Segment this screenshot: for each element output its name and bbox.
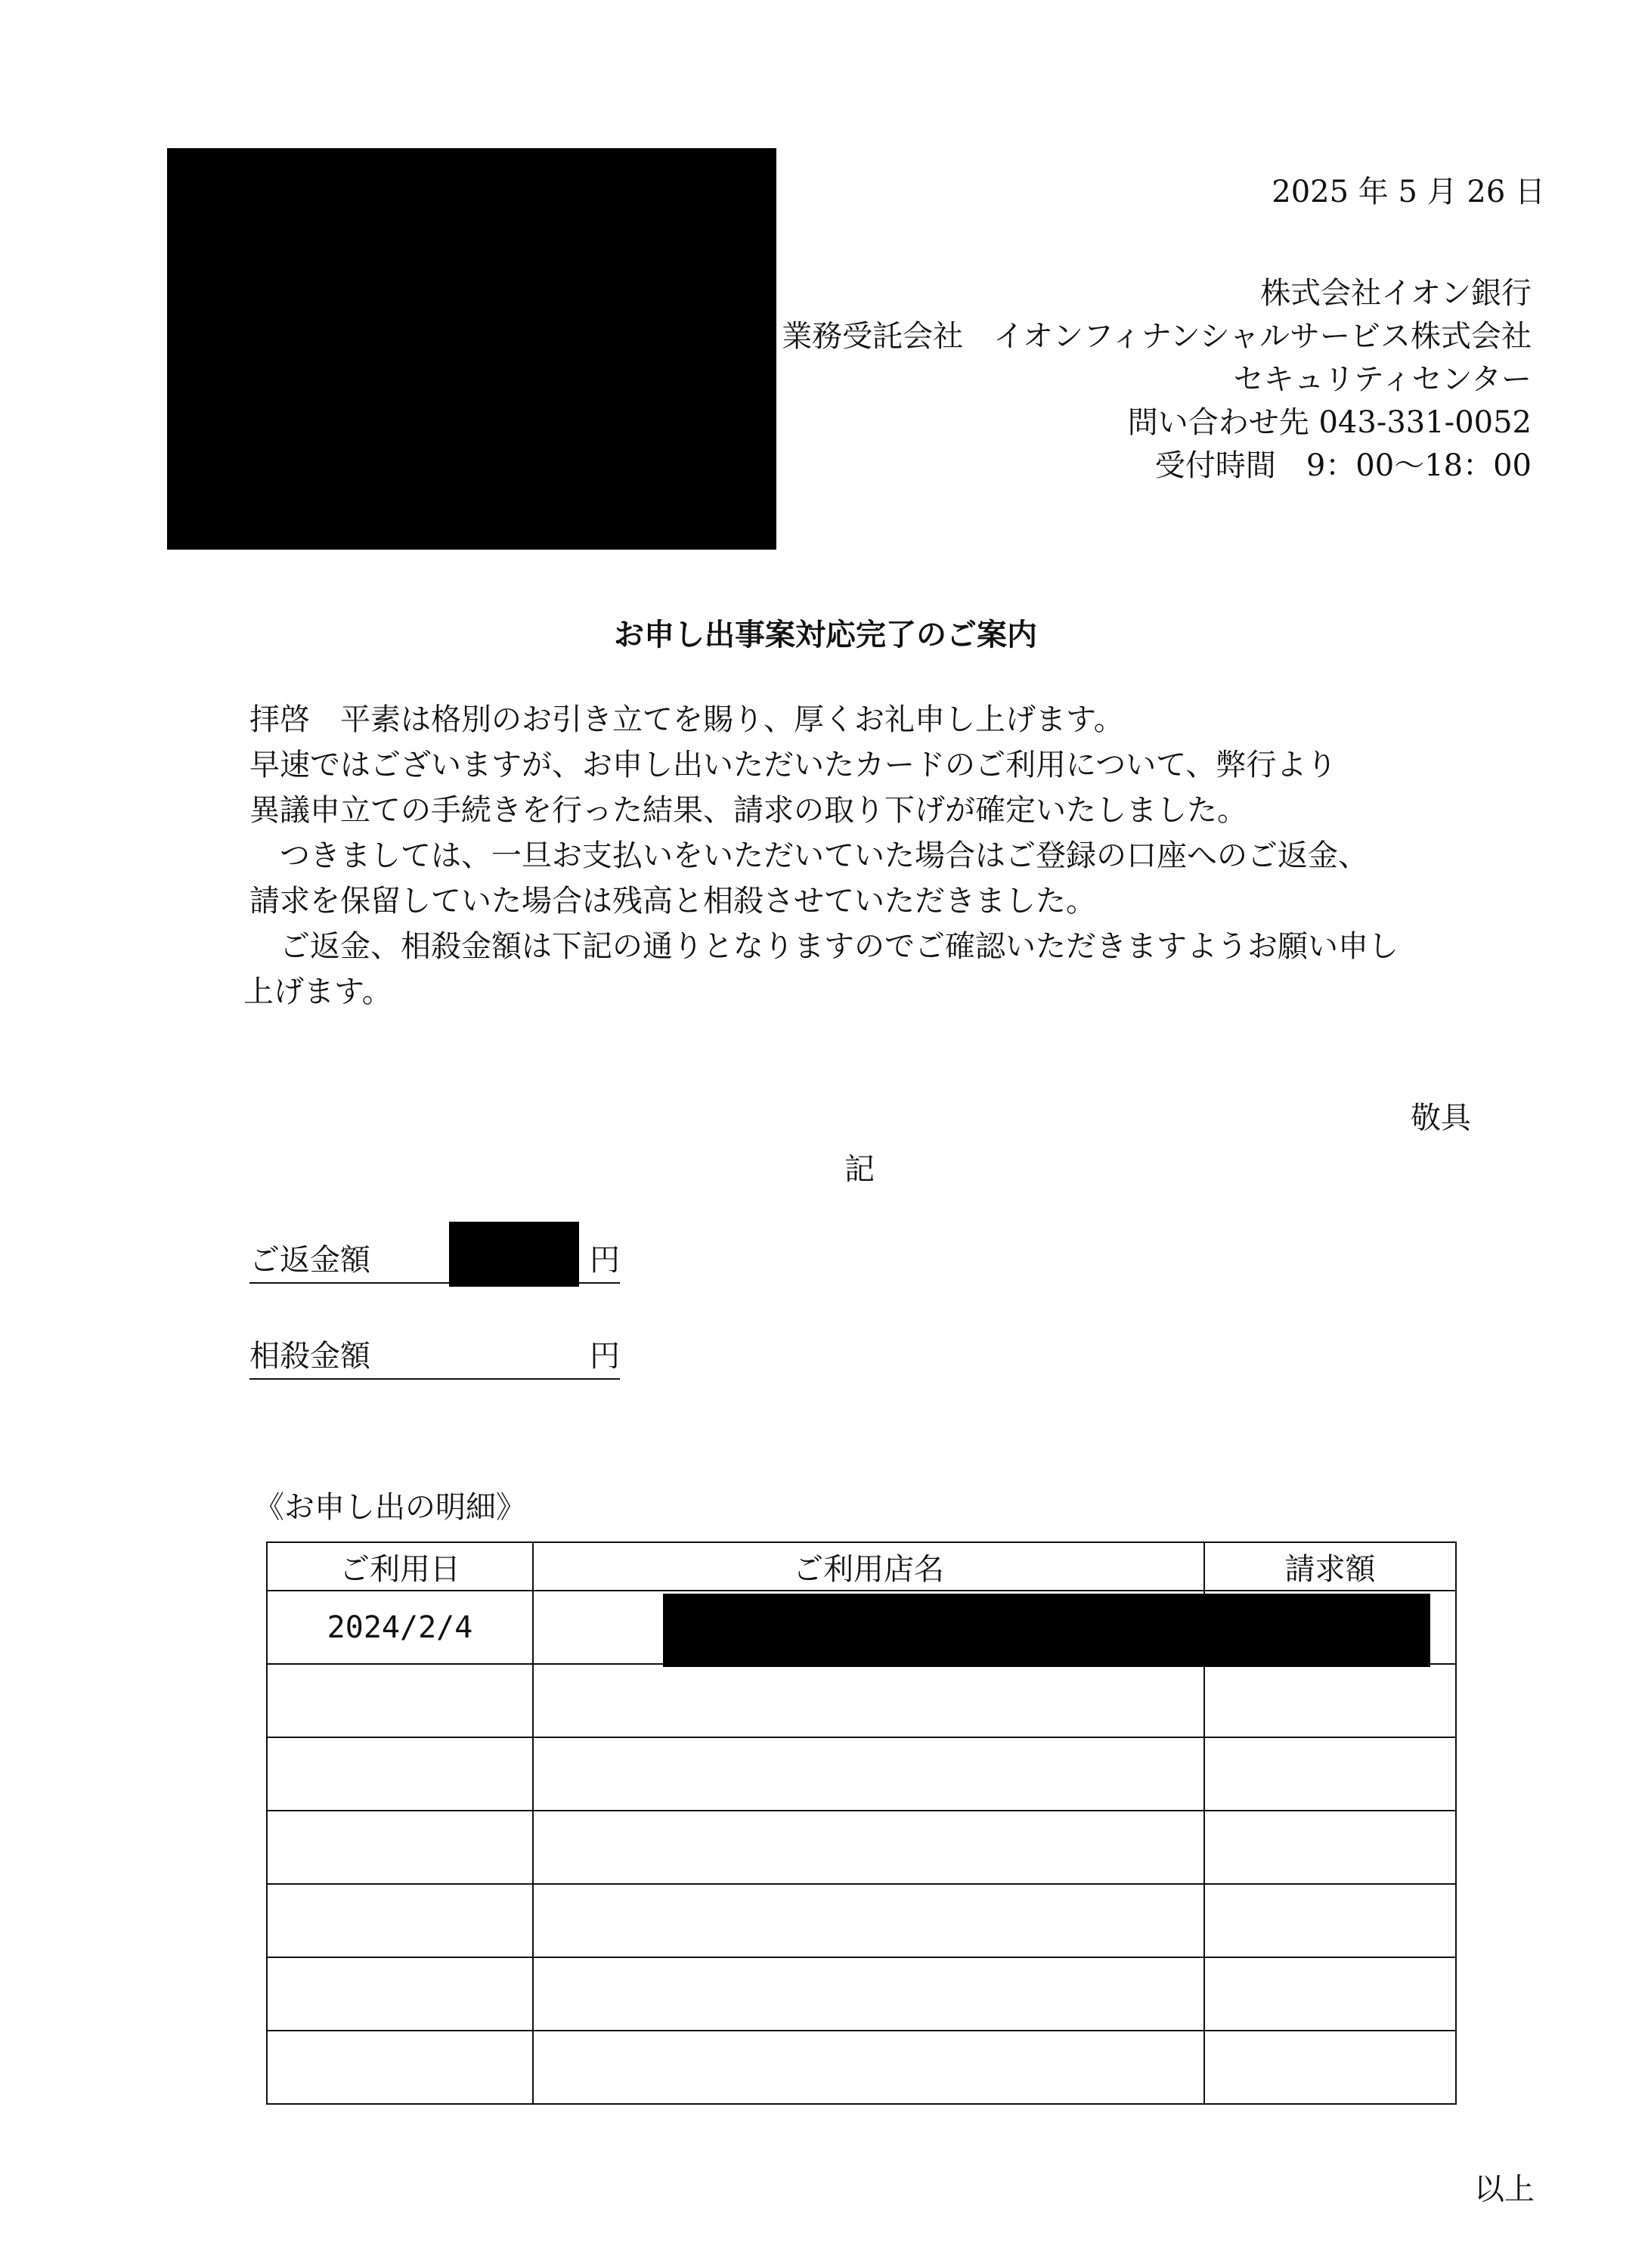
sender-contractor: 業務受託会社 イオンフィナンシャルサービス株式会社 (782, 319, 1532, 354)
row-store (533, 1737, 1204, 1811)
row-store (533, 2031, 1204, 2104)
body-line-4: つきましては、一旦お支払いをいただいていた場合はご登録の口座へのご返金、 (280, 838, 1368, 873)
details-header-row (267, 1542, 1456, 1591)
offset-yen-unit: 円 (590, 1339, 620, 1374)
header-store-name: ご利用店名 (533, 1542, 1204, 1591)
header-usage-date: ご利用日 (267, 1542, 533, 1591)
row-date (267, 2031, 533, 2104)
redacted-store-and-amount (663, 1594, 1430, 1667)
document-date: 2025 年 5 月 26 日 (1272, 175, 1545, 209)
sender-center: セキュリティセンター (1233, 362, 1532, 397)
row-amount (1204, 1811, 1456, 1884)
closing-keigu: 敬具 (1411, 1101, 1471, 1136)
offset-amount-line (249, 1333, 620, 1380)
body-line-6: ご返金、相殺金額は下記の通りとなりますのでご確認いただきますようお願い申し (280, 929, 1399, 964)
row-date (267, 1664, 533, 1737)
redacted-refund-amount (449, 1222, 579, 1287)
document-title: お申し出事案対応完了のご案内 (614, 617, 1037, 652)
row-amount (1204, 2031, 1456, 2104)
row-date (267, 1737, 533, 1811)
table-row (267, 1737, 1456, 1811)
body-line-7: 上げます。 (243, 974, 392, 1009)
closing-ijo: 以上 (1474, 2172, 1535, 2207)
offset-amount-label: 相殺金額 (249, 1339, 370, 1374)
body-line-3: 異議申立ての手続きを行った結果、請求の取り下げが確定いたしました。 (249, 793, 1247, 828)
details-title: 《お申し出の明細》 (254, 1490, 526, 1525)
table-row (267, 1884, 1456, 1957)
ki-marker: 記 (844, 1152, 875, 1187)
table-row (267, 1957, 1456, 2031)
sender-block (782, 272, 1532, 488)
redacted-recipient-block (167, 148, 776, 550)
row-store (533, 1957, 1204, 2031)
sender-hours: 受付時間 9：00～18：00 (1154, 448, 1532, 483)
row-store (533, 1664, 1204, 1737)
row-amount (1204, 1664, 1456, 1737)
row-date: 2024/2/4 (267, 1591, 533, 1664)
table-row (267, 1664, 1456, 1737)
row-date (267, 1957, 533, 2031)
row-amount (1204, 1957, 1456, 2031)
body-line-5: 請求を保留していた場合は残高と相殺させていただきました。 (249, 884, 1096, 919)
table-row (267, 2031, 1456, 2104)
row-store (533, 1811, 1204, 1884)
sender-bank: 株式会社イオン銀行 (1260, 276, 1532, 311)
body-line-2: 早速ではございますが、お申し出いただいたカードのご利用について、弊行より (249, 748, 1337, 782)
refund-yen-unit: 円 (590, 1243, 620, 1278)
row-date (267, 1811, 533, 1884)
row-date (267, 1884, 533, 1957)
body-line-1: 拝啓 平素は格別のお引き立てを賜り、厚くお礼申し上げます。 (249, 702, 1124, 737)
letter-body (243, 697, 1489, 1015)
row-amount (1204, 1884, 1456, 1957)
table-row (267, 1811, 1456, 1884)
header-billed-amount: 請求額 (1204, 1542, 1456, 1591)
row-store (533, 1884, 1204, 1957)
sender-contact: 問い合わせ先 043-331-0052 (1127, 405, 1532, 440)
row-amount (1204, 1737, 1456, 1811)
refund-amount-label: ご返金額 (249, 1243, 370, 1278)
